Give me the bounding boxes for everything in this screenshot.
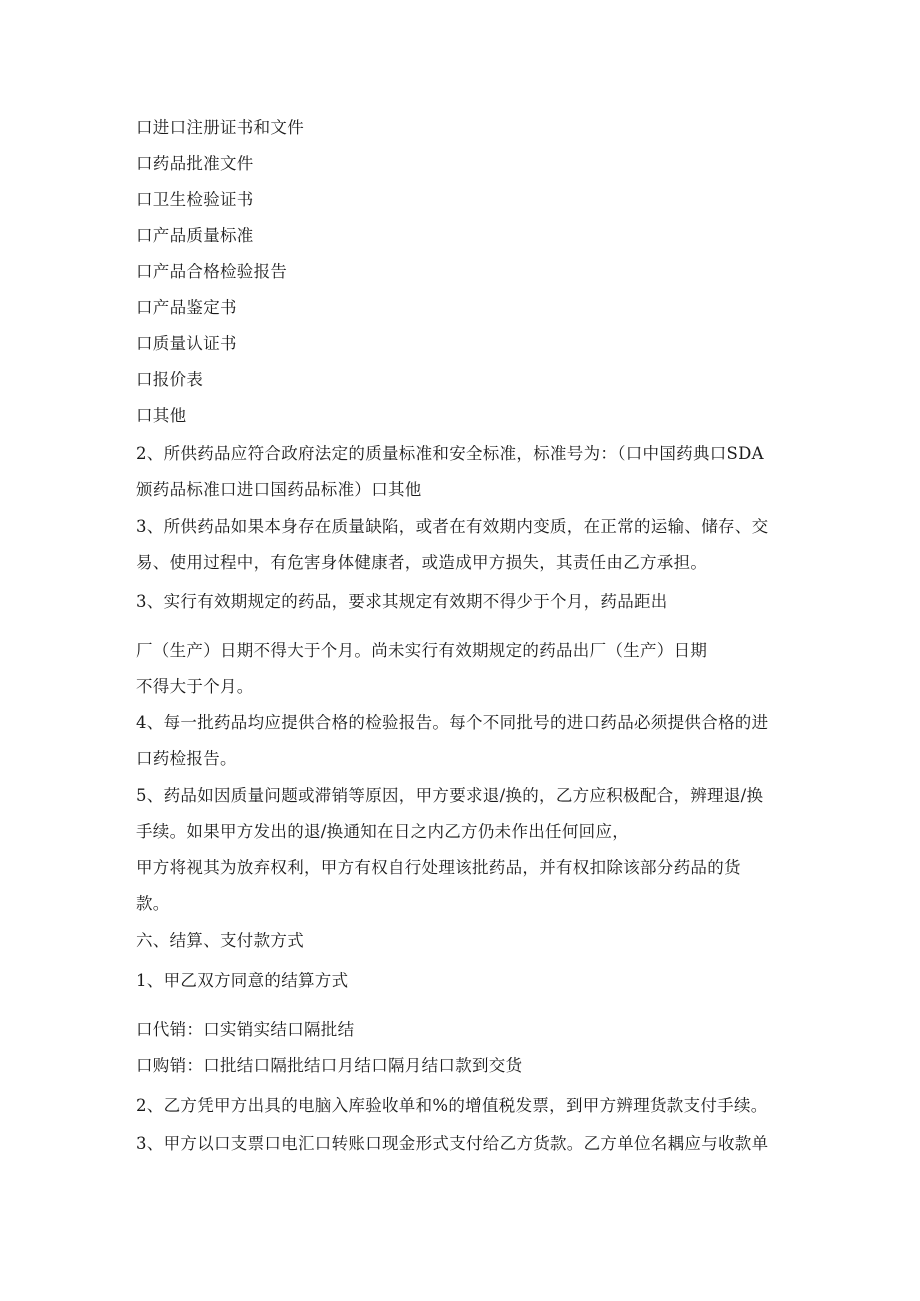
text-line: 口购销：口批结口隔批结口月结口隔月结口款到交货	[136, 1056, 523, 1075]
text-line: 3、实行有效期规定的药品，要求其规定有效期不得少于个月，药品距出	[136, 592, 668, 611]
text-line: 口卫生检验证书	[136, 190, 254, 209]
text-line: 口进口注册证书和文件	[136, 118, 304, 137]
text-line: 颁药品标准口进口国药品标准）口其他	[136, 480, 422, 499]
section-heading: 六、结算、支付款方式	[136, 931, 304, 950]
text-line: 2、所供药品应符合政府法定的质量标准和安全标准，标准号为：（口中国药典口SDA	[136, 444, 764, 463]
text-line: 口报价表	[136, 370, 204, 389]
text-line: 厂（生产）日期不得大于个月。尚未实行有效期规定的药品出厂（生产）日期	[136, 641, 708, 660]
text-line: 口药检报告。	[136, 749, 237, 768]
text-line: 口产品鉴定书	[136, 298, 237, 317]
text-line: 3、所供药品如果本身存在质量缺陷，或者在有效期内变质，在正常的运输、储存、交	[136, 517, 769, 536]
text-line: 1、甲乙双方同意的结算方式	[136, 971, 349, 990]
text-line: 口产品合格检验报告	[136, 262, 288, 281]
text-line: 3、甲方以口支票口电汇口转账口现金形式支付给乙方货款。乙方单位名耦应与收款单	[136, 1134, 769, 1153]
text-line: 口其他	[136, 406, 187, 425]
text-line: 5、药品如因质量问题或滞销等原因，甲方要求退/换的，乙方应积极配合，辨理退/换	[136, 786, 764, 805]
text-line: 口产品质量标准	[136, 226, 254, 245]
text-line: 口药品批准文件	[136, 154, 254, 173]
text-line: 2、乙方凭甲方出具的电脑入库验收单和%的增值税发票，到甲方辨理货款支付手续。	[136, 1096, 768, 1115]
text-line: 易、使用过程中，有危害身体健康者，或造成甲方损失，其责任由乙方承担。	[136, 553, 708, 572]
text-line: 款。	[136, 894, 170, 913]
text-line: 口代销：口实销实结口隔批结	[136, 1020, 355, 1039]
text-line: 4、每一批药品均应提供合格的检验报告。每个不同批号的进口药品必须提供合格的进	[136, 713, 769, 732]
text-line: 口质量认证书	[136, 334, 237, 353]
text-line: 不得大于个月。	[136, 677, 254, 696]
text-line: 甲方将视其为放弃权利，甲方有权自行处理该批药品，并有权扣除该部分药品的货	[136, 858, 741, 877]
text-line: 手续。如果甲方发出的退/换通知在日之内乙方仍未作出任何回应，	[136, 822, 630, 841]
